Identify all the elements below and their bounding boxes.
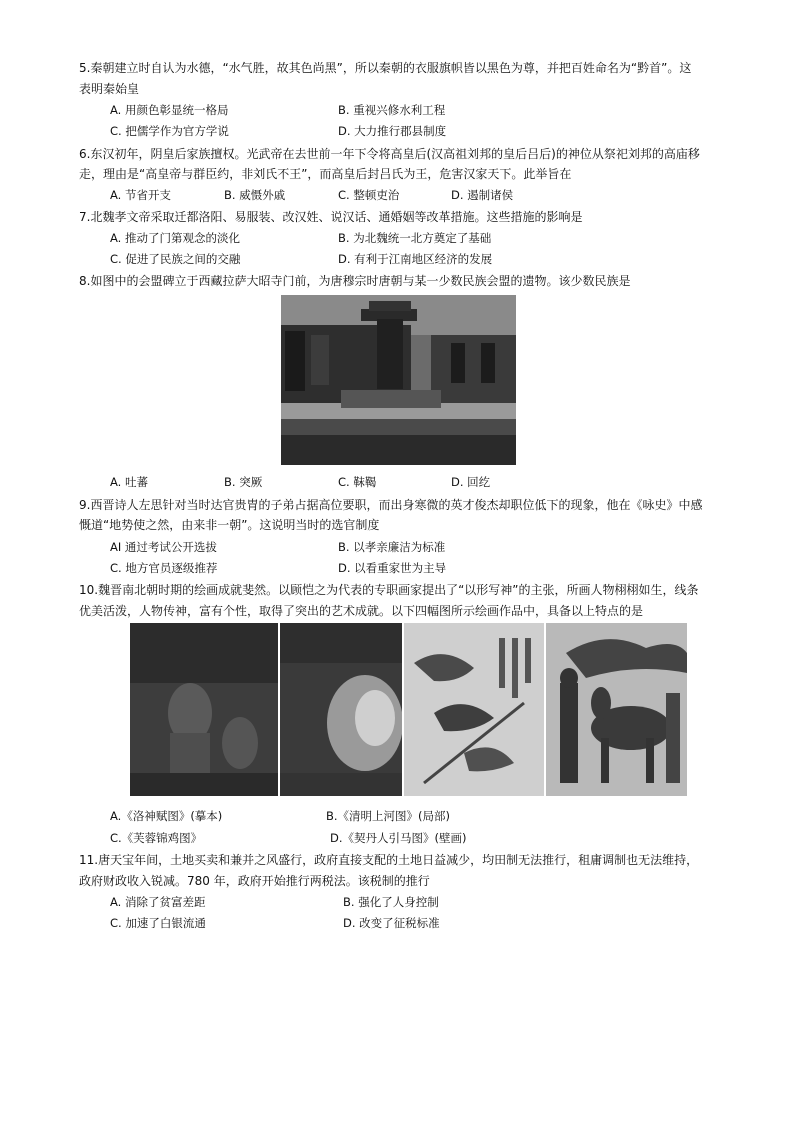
painting-photo-d [546,623,687,796]
painting-b-illustration [280,623,402,796]
q5-option-a: A. 用颜色彰显统一格局 [110,103,229,117]
q6-option-d: D. 遏制诸侯 [451,188,514,202]
q10-stem-line2: 优美活泼，人物传神，富有个性，取得了突出的艺术成就。以下四幅图所示绘画作品中，具备以上特点的是 [79,604,644,618]
q5-stem-line1: 5.秦朝建立时自认为水德，“水气胜，故其色尚黑”，所以秦朝的衣服旗帜皆以黑色为尊，并把百姓命名为“黔首”。这 [79,61,692,75]
q8-option-d: D. 回纥 [451,475,491,489]
q8-option-b: B. 突厥 [224,475,263,489]
q5-stem-line2: 表明秦始皇 [79,82,140,96]
q6-stem-line1: 6.东汉初年，阴皇后家族擅权。光武帝在去世前一年下令将高皇后(汉高祖刘邦的皇后吕后)的神位从祭祀刘邦的高庙移 [79,147,700,161]
q11-option-c: C. 加速了白银流通 [110,916,206,930]
stele-photo-illustration [281,295,516,465]
q6-stem-line2: 走，理由是“高皇帝与群臣约，非刘氏不王”，而高皇后封吕氏为王，危害汉家天下。此举旨在 [79,167,572,181]
painting-photo-b [280,623,402,796]
q8-stem-line1: 8.如图中的会盟碑立于西藏拉萨大昭寺门前，为唐穆宗时唐朝与某一少数民族会盟的遗物。该少数民族是 [79,274,631,288]
q9-option-a: AI 通过考试公开选拔 [110,540,217,554]
q9-option-b: B. 以孝亲廉洁为标准 [338,540,446,554]
q6-option-c: C. 整顿吏治 [338,188,400,202]
painting-c-illustration [404,623,544,796]
q5-option-b: B. 重视兴修水利工程 [338,103,446,117]
q10-option-d: D.《契丹人引马图》(壁画) [330,831,467,845]
q6-option-a: A. 节省开支 [110,188,171,202]
q11-stem-line2: 政府财政收入锐减。780 年，政府开始推行两税法。该税制的推行 [79,874,430,888]
painting-d-illustration [546,623,687,796]
q10-stem-line1: 10.魏晋南北朝时期的绘画成就斐然。以顾恺之为代表的专职画家提出了“以形写神”的主张，所画人物栩栩如生，线条 [79,583,699,597]
q8-option-a: A. 吐蕃 [110,475,148,489]
q7-option-a: A. 推动了门第观念的淡化 [110,231,240,245]
painting-a-illustration [130,623,278,796]
q5-option-c: C. 把儒学作为官方学说 [110,124,229,138]
q11-option-b: B. 强化了人身控制 [343,895,439,909]
q8-option-c: C. 靺鞨 [338,475,377,489]
tang-tibet-alliance-stele-photo [281,295,516,465]
q6-option-b: B. 威慑外戚 [224,188,286,202]
q10-option-b: B.《清明上河图》(局部) [326,809,451,823]
q11-option-d: D. 改变了征税标准 [343,916,440,930]
painting-photo-a [130,623,278,796]
q10-option-a: A.《洛神赋图》(摹本) [110,809,223,823]
q11-stem-line1: 11.唐天宝年间，土地买卖和兼并之风盛行，政府直接支配的土地日益减少，均田制无法推行，租庸调制也无法维持， [79,853,699,867]
q9-stem-line1: 9.西晋诗人左思针对当时达官贵胄的子弟占据高位要职，而出身寒微的英才俊杰却职位低下的现象，他在《咏史》中感 [79,498,703,512]
q9-option-c: C. 地方官员逐级推荐 [110,561,218,575]
q7-stem-line1: 7.北魏孝文帝采取迁都洛阳、易服装、改汉姓、说汉话、通婚姻等改革措施。这些措施的影响是 [79,210,583,224]
q10-option-c: C.《芙蓉锦鸡图》 [110,831,203,845]
q7-option-c: C. 促进了民族之间的交融 [110,252,241,266]
q7-option-b: B. 为北魏统一北方奠定了基础 [338,231,492,245]
q11-option-a: A. 消除了贫富差距 [110,895,206,909]
q5-option-d: D. 大力推行郡县制度 [338,124,447,138]
q9-stem-line2: 慨道“地势使之然，由来非一朝”。这说明当时的选官制度 [79,518,380,532]
q7-option-d: D. 有利于江南地区经济的发展 [338,252,493,266]
painting-photo-c [404,623,544,796]
q9-option-d: D. 以看重家世为主导 [338,561,447,575]
